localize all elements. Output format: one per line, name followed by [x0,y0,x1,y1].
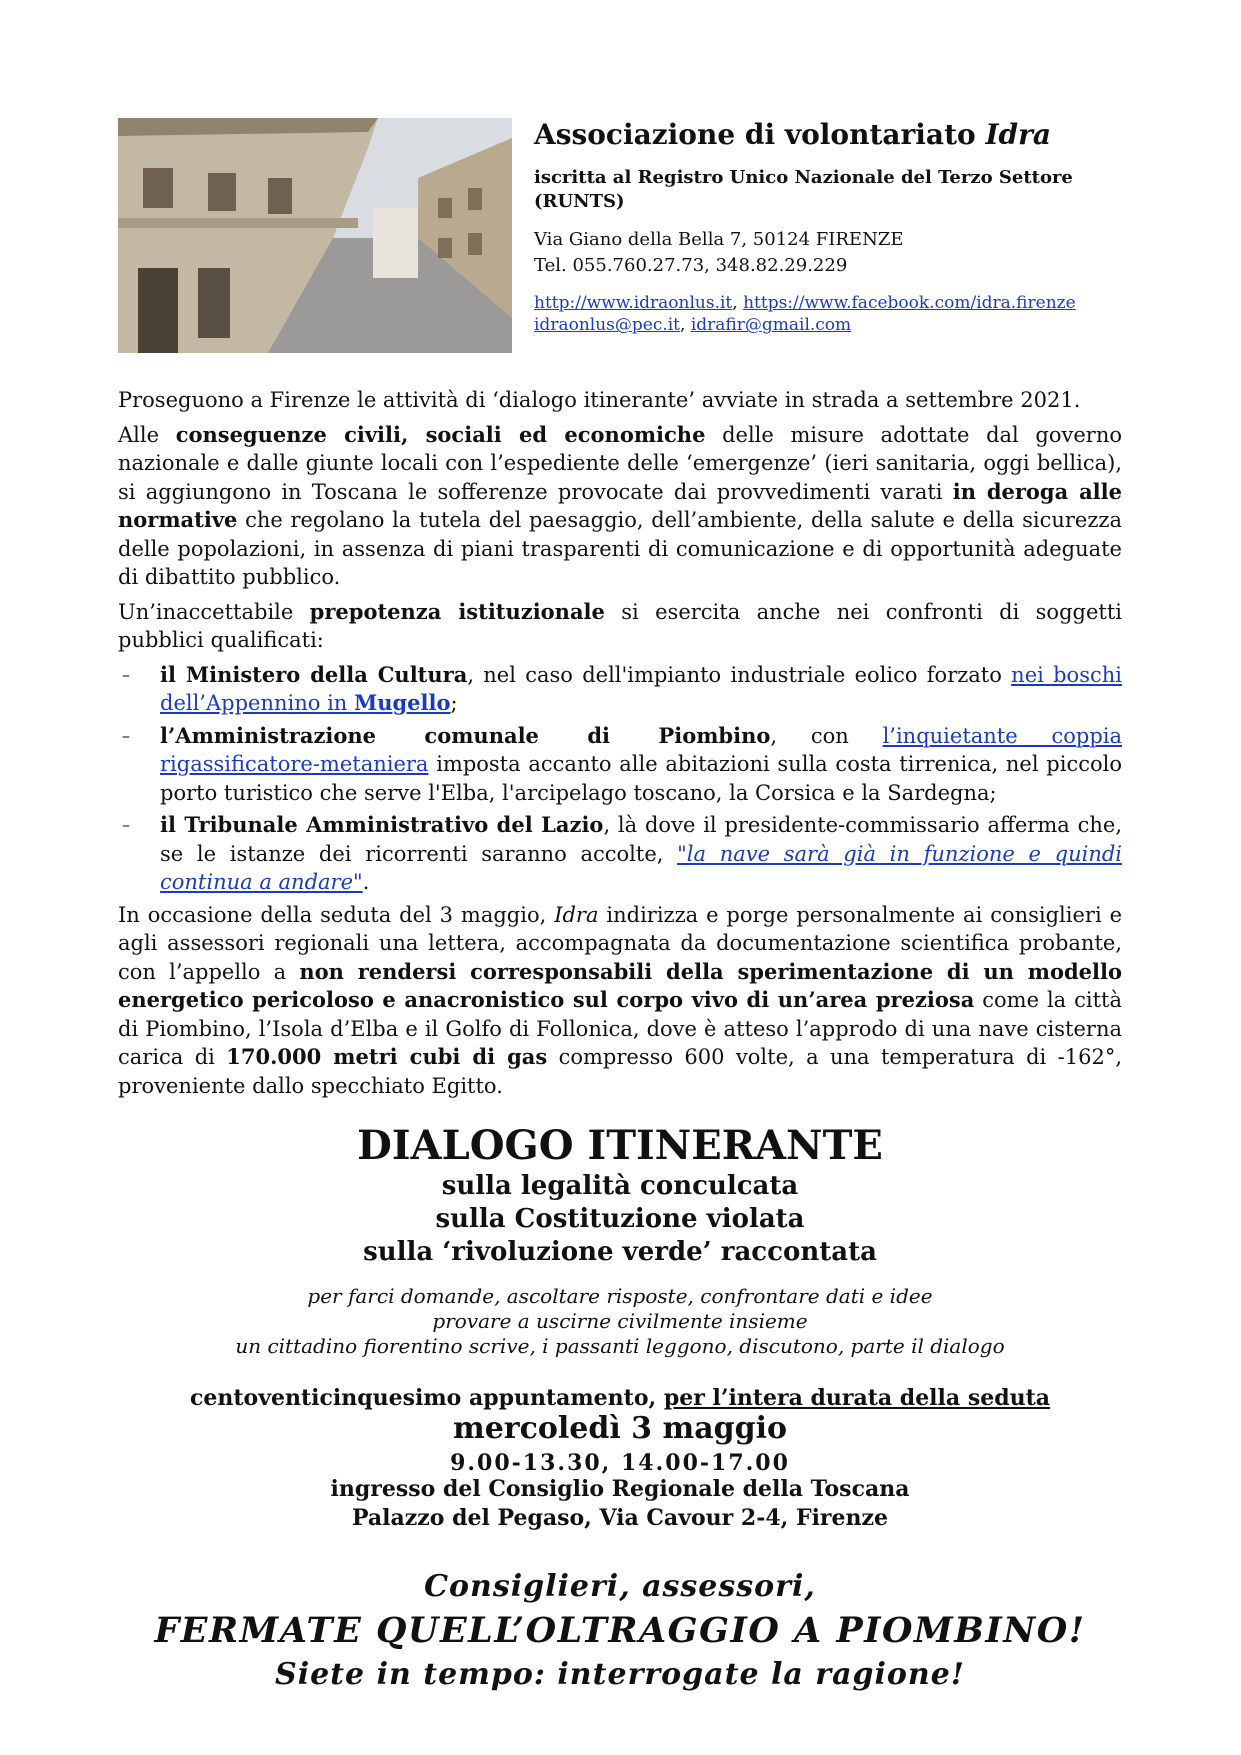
address: Via Giano della Bella 7, 50124 FIRENZE [534,229,904,251]
organization-name [534,118,1134,152]
link-separator: , [680,315,691,336]
bold-text: non rendersi corresponsabili della sperimentazione di un modello energetico pericoloso e anacronistico sul corpo vivo di un’area preziosa [118,958,1122,1012]
text: centoventicinquesimo appuntamento, [189,1385,664,1411]
street-photo-image [118,118,512,353]
paragraph-intro: Proseguono a Firenze le attività di ‘dialogo itinerante’ avviate in strada a settembre 2021. [118,388,1081,412]
registry-line: iscritta al Registro Unico Nazionale del Terzo Settore (RUNTS) [534,166,1073,213]
bold-text: prepotenza istituzionale [309,598,605,624]
text: ; [450,691,458,715]
place-line: Palazzo del Pegaso, Via Cavour 2-4, Firenze [351,1505,889,1531]
footer-headline: FERMATE QUELL’OLTRAGGIO A PIOMBINO! [154,1610,1086,1651]
paragraph-consequences [118,421,1122,592]
street-photo [118,118,512,353]
bold-text: 170.000 metri cubi di gas [226,1044,548,1069]
text: che regolano la tutela del paesaggio, dell’ambiente, della salute e della sicurezza delle popolazioni, in assenza di piani trasparenti di comunicazione e di opportunità adeguate di dibattito pubblico. [118,508,1122,589]
list-item [118,661,1122,718]
text: , là dove il presidente-commissario afferma che, se le istanze dei ricorrenti saranno accolte, [160,813,1122,866]
text: compresso 600 volte, a una temperatura di -162°, proveniente dallo specchiato Egitto. [118,1045,1123,1098]
text: Alle [118,422,176,447]
link-text: nei boschi dell’Appennino in [160,662,1122,715]
paragraph-seduta [118,901,1122,1101]
bold-text: l’Amministrazione comunale di Piombino [160,722,771,748]
event-place [118,1475,1122,1533]
subtitle-line: sulla ‘rivoluzione verde’ raccontata [363,1237,877,1267]
text: , nel caso dell'impianto industriale eolico forzato [467,662,1012,687]
org-prefix: Associazione di volontariato [534,118,986,151]
dash-bullet: – [122,664,130,684]
phone: Tel. 055.760.27.73, 348.82.29.229 [534,254,848,276]
bold-text: il Tribunale Amministrativo del Lazio [160,812,604,837]
org-name-italic: Idra [985,118,1052,151]
contact-block [534,227,1134,278]
event-description [118,1284,1122,1359]
text: delle misure adottate dal governo nazionale e dalle giunte locali con l’espediente delle ‘emergenze’ (ieri sanitaria, oggi bellica), si aggiungono in Toscana le sofferenze provocate dai provvedimenti varati [118,422,1122,504]
text: Un’inaccettabile [118,599,310,624]
event-title: DIALOGO ITINERANTE [357,1122,883,1169]
footer-line-3: Siete in tempo: interrogate la ragione! [275,1657,965,1692]
text: indirizza e porge personalmente ai consiglieri e agli assessori regionali una lettera, accompagnata da documentazione scientifica probante, con l’appello a [118,902,1123,984]
underlined-text: per l’intera durata della seduta [663,1385,1050,1411]
text: . [362,870,370,894]
bold-text: conseguenze civili, sociali ed economiche [175,421,706,447]
text: In occasione della seduta del 3 maggio, [118,902,555,927]
subtitle-line: sulla Costituzione violata [435,1204,805,1234]
text: si esercita anche nei confronti di soggetti pubblici qualificati: [118,599,1122,652]
place-line: ingresso del Consiglio Regionale della Toscana [330,1476,910,1502]
list-item [118,722,1122,808]
event-subtitles [118,1170,1122,1269]
facebook-link[interactable]: https://www.facebook.com/idra.firenze [743,293,1076,314]
bold-text: il Ministero della Cultura [160,661,468,687]
gmail-email-link[interactable]: idrafir@gmail.com [690,315,852,336]
tar-quote-link[interactable]: "la nave sarà già in funzione e quindi continua a andare" [160,841,1123,894]
bold-text: in deroga alle normative [118,478,1122,532]
paragraph-prepotenza [118,598,1122,655]
institution-list [118,661,1122,897]
pec-email-link[interactable]: idraonlus@pec.it [534,315,681,336]
dash-bullet: – [122,725,130,745]
event-hours: 9.00-13.30, 14.00-17.00 [450,1450,790,1476]
list-item [118,811,1122,897]
organization-header [534,118,1134,337]
rigassificatore-link[interactable]: l’inquietante coppia rigassificatore-metaniera [160,723,1122,776]
website-link[interactable]: http://www.idraonlus.it [534,293,733,314]
appointment-line [118,1384,1122,1412]
footer-line-1: Consiglieri, assessori, [424,1569,816,1604]
text: , con [770,723,883,748]
text: come la città di Piombino, l’Isola d’Elba e il Golfo di Follonica, dove è atteso l’approdo di una nave cisterna carica di [118,988,1122,1069]
subtitle-line: sulla legalità conculcata [441,1171,799,1201]
links-block [534,292,1134,336]
description-line: per farci domande, ascoltare risposte, confrontare dati e idee [307,1284,933,1308]
description-line: provare a uscirne civilmente insieme [432,1309,808,1333]
link-bold-text: Mugello [353,690,451,715]
body-text [118,386,1122,1106]
italic-text: Idra [554,902,599,927]
link-separator: , [732,293,744,314]
dash-bullet: – [122,815,130,834]
text: imposta accanto alle abitazioni sulla costa tirrenica, nel piccolo porto turistico che serve l'Elba, l'arcipelago toscano, la Corsica e la Sardegna; [160,752,1122,805]
event-date: mercoledì 3 maggio [452,1411,788,1446]
description-line: un cittadino fiorentino scrive, i passanti leggono, discutono, parte il dialogo [235,1334,1005,1358]
